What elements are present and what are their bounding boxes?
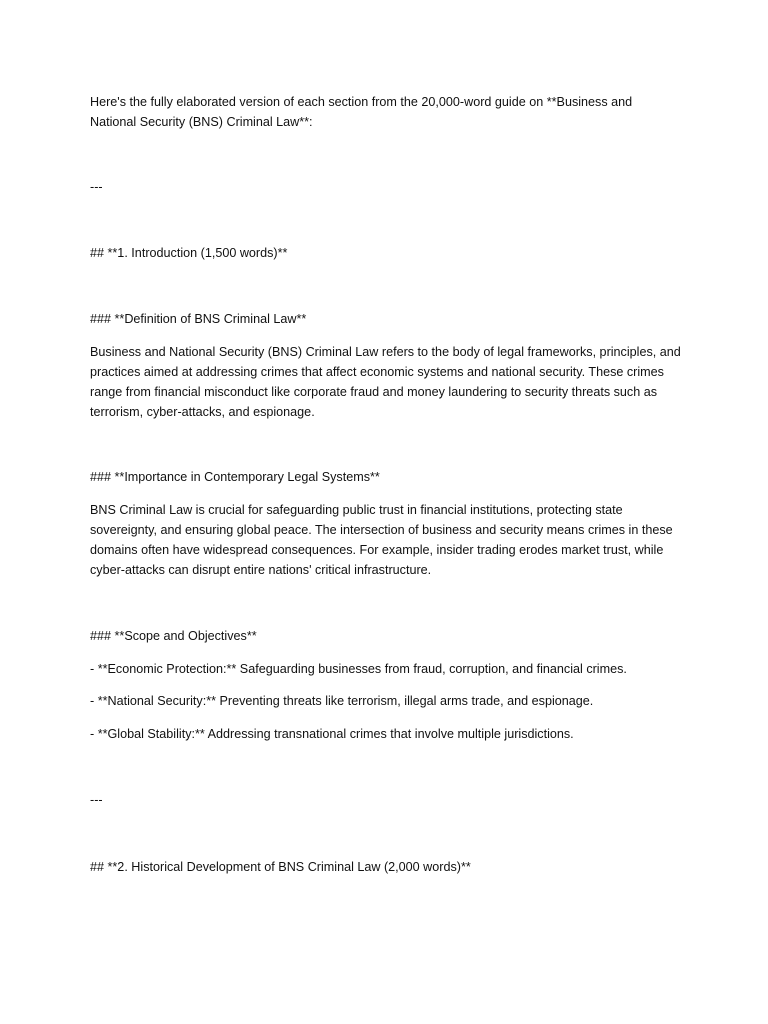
definition-line-2: practices aimed at addressing crimes that affect economic systems and national security. These crimes xyxy=(90,365,664,379)
importance-line-4: cyber-attacks can disrupt entire nations' critical infrastructure. xyxy=(90,563,432,577)
definition-line-4: terrorism, cyber-attacks, and espionage. xyxy=(90,405,315,419)
importance-heading: ### **Importance in Contemporary Legal Systems** xyxy=(90,470,380,484)
scope-item-economic: - **Economic Protection:** Safeguarding businesses from fraud, corruption, and financial crimes. xyxy=(90,662,627,676)
definition-heading: ### **Definition of BNS Criminal Law** xyxy=(90,312,307,326)
scope-item-national: - **National Security:** Preventing threats like terrorism, illegal arms trade, and espionage. xyxy=(90,694,594,708)
scope-item-global: - **Global Stability:** Addressing transnational crimes that involve multiple jurisdictions. xyxy=(90,727,574,741)
scope-heading: ### **Scope and Objectives** xyxy=(90,629,257,643)
section2-heading: ## **2. Historical Development of BNS Criminal Law (2,000 words)** xyxy=(90,860,471,874)
intro-text-line-1: Here's the fully elaborated version of each section from the 20,000-word guide on **Business and xyxy=(90,95,633,109)
section1-heading: ## **1. Introduction (1,500 words)** xyxy=(90,246,288,260)
definition-line-1: Business and National Security (BNS) Criminal Law refers to the body of legal frameworks, principles, and xyxy=(90,345,681,359)
intro-text-line-2: National Security (BNS) Criminal Law**: xyxy=(90,115,313,129)
importance-line-2: sovereignty, and ensuring global peace. The intersection of business and security means crimes in these xyxy=(90,523,673,537)
definition-line-3: range from financial misconduct like corporate fraud and money laundering to security threats such as xyxy=(90,385,658,399)
separator-1: --- xyxy=(90,180,103,194)
separator-2: --- xyxy=(90,793,103,807)
importance-line-3: domains often have widespread consequences. For example, insider trading erodes market trust, while xyxy=(90,543,664,557)
importance-line-1: BNS Criminal Law is crucial for safeguarding public trust in financial institutions, protecting state xyxy=(90,503,623,517)
